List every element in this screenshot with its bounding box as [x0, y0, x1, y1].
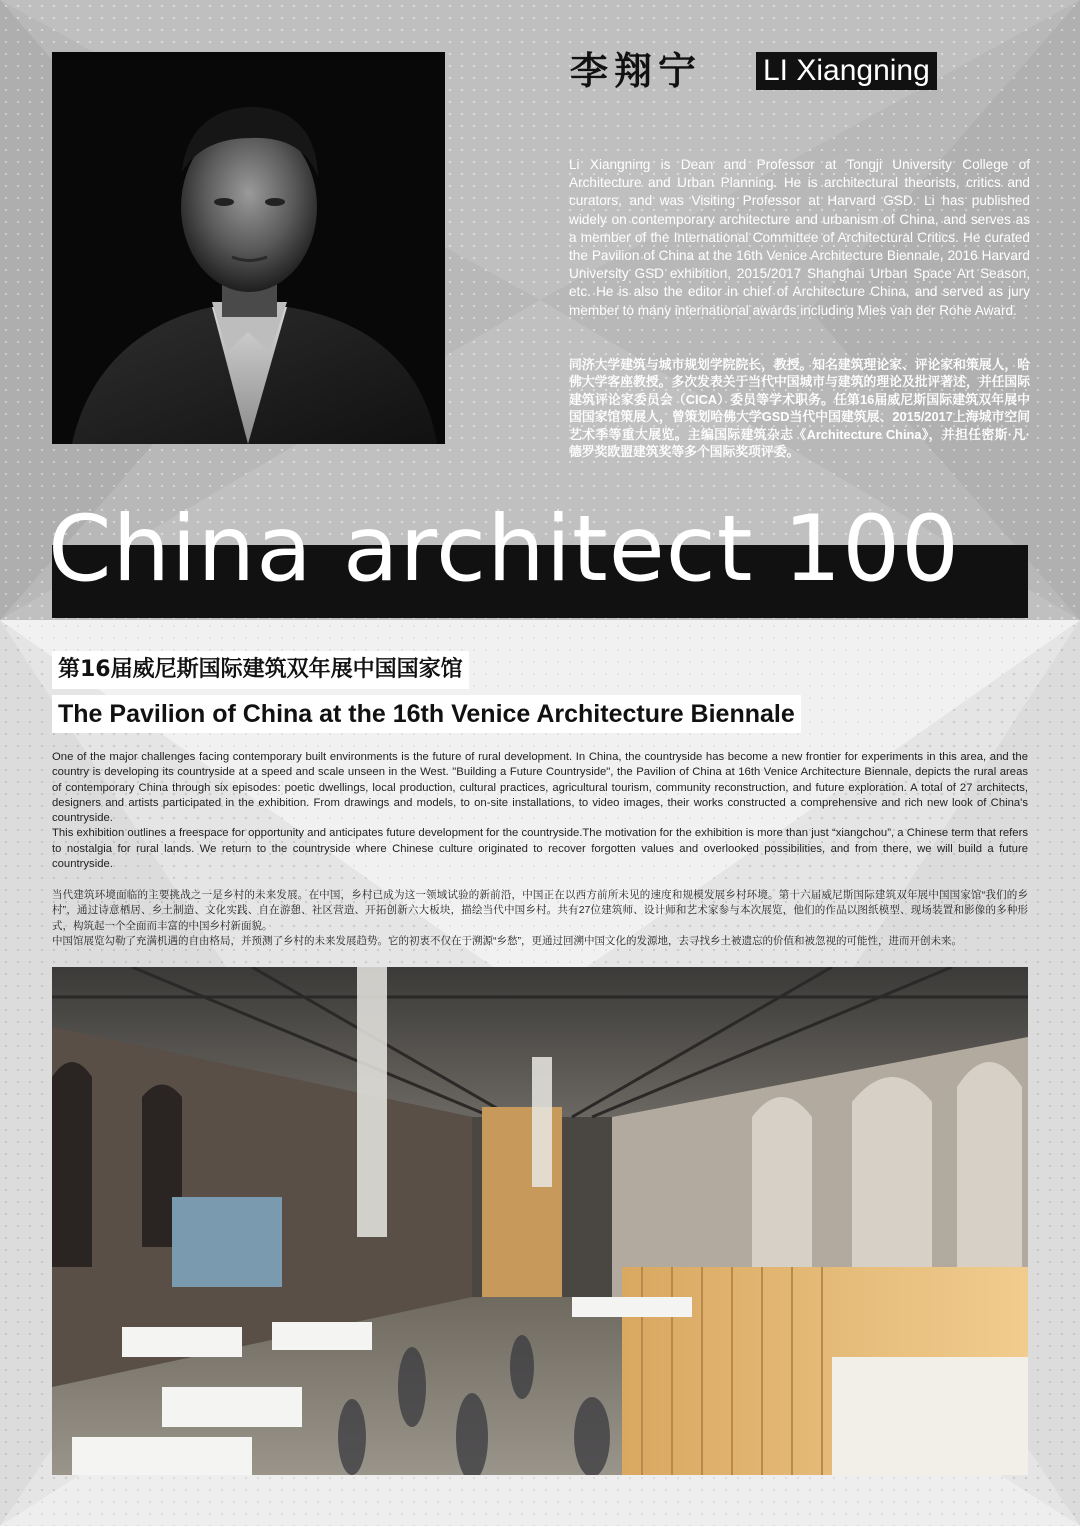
- description-paragraph: This exhibition outlines a freespace for opportunity and anticipates future development for the countryside.The motivation for the exhibition is more than just “xiangchou”, a Chinese term that refers to nostalgia for rural lands. We return to the countryside where Chinese culture originated to recover forgotten values and overlooked possibilities, and from there, we will build a future countryside.: [52, 827, 1028, 871]
- description-paragraph: 当代建筑环境面临的主要挑战之一是乡村的未来发展。在中国，乡村已成为这一领域试验的新前沿，中国正在以西方前所未见的速度和规模发展乡村环境。第十六届威尼斯国际建筑双年展中国国家馆“我们的乡村”，通过诗意栖居、乡土制造、文化实践、自在游憩、社区营造、开拓创新六大板块，描绘当代中国乡村。共有27位建筑师、设计师和艺术家参与本次展览，他们的作品以图纸模型、现场装置和影像的多种形式，构筑起一个全面而丰富的中国乡村新面貌。: [52, 889, 1028, 932]
- banner-title: China architect 100: [48, 497, 961, 602]
- portrait-person-illustration: [52, 52, 445, 444]
- project-description-english: [52, 750, 1028, 872]
- biography-chinese: 同济大学建筑与城市规划学院院长，教授。知名建筑理论家、评论家和策展人，哈佛大学客座教授。多次发表关于当代中国城市与建筑的理论及批评著述，并任国际建筑评论家委员会（CICA）委员等学术职务。任第16届威尼斯国际建筑双年展中国国家馆策展人，曾策划哈佛大学GSD当代中国建筑展、2015/2017上海城市空间艺术季等重大展览。主编国际建筑杂志《Architecture China》，并担任密斯·凡·德罗奖欧盟建筑奖等多个国际奖项评委。: [569, 357, 1030, 460]
- project-description-chinese: [52, 888, 1028, 949]
- architect-name-english: LI Xiangning: [756, 52, 937, 90]
- exhibition-hall-photo: [52, 967, 1028, 1475]
- project-title-chinese: 第16届威尼斯国际建筑双年展中国国家馆: [52, 651, 469, 689]
- portrait-photo: [52, 52, 445, 444]
- biography-english: Li Xiangning is Dean and Professor at Tongji University College of Architecture and Urban Planning. He is architectural theorists, critics and curators, and was Visiting Professor at Harvard GSD. Li has published widely on contemporary architecture and urbanism of China, and serves as a member of the International Committee of Architectural Critics. He curated the Pavilion of China at the 16th Venice Architecture Biennale, 2016 Harvard University GSD exhibition, 2015/2017 Shanghai Urban Space Art Season, etc. He is also the editor in chief of Architecture China, and served as jury member to many international awards including Mies van der Rohe Award.: [569, 157, 1030, 318]
- exhibition-hall-illustration: [52, 967, 1028, 1475]
- description-paragraph: 中国馆展览勾勒了充满机遇的自由格局，并预测了乡村的未来发展趋势。它的初衷不仅在于溯源“乡愁”，更通过回溯中国文化的发源地，去寻找乡土被遗忘的价值和被忽视的可能性，进而开创未来。: [52, 934, 962, 947]
- architect-name-chinese: 李翔宁: [570, 49, 703, 93]
- description-paragraph: One of the major challenges facing contemporary built environments is the future of rural development. In China, the countryside has become a new frontier for experiments in this area, and the country is developing its countryside at a speed and scale unseen in the West. "Building a Future Countryside", the Pavilion of China at 16th Venice Architecture Biennale, depicts the rural areas of contemporary China through six episodes: poetic dwellings, local production, cultural practices, agricultural tourism, community reconstruction, and future exploration. A total of 27 architects, designers and artists participated in the exhibition. From drawings and models, to on-site installations, to video images, their works constructed a comprehensive and rich new look of China's countryside.: [52, 751, 1028, 825]
- project-title-english: The Pavilion of China at the 16th Venice Architecture Biennale: [52, 695, 801, 733]
